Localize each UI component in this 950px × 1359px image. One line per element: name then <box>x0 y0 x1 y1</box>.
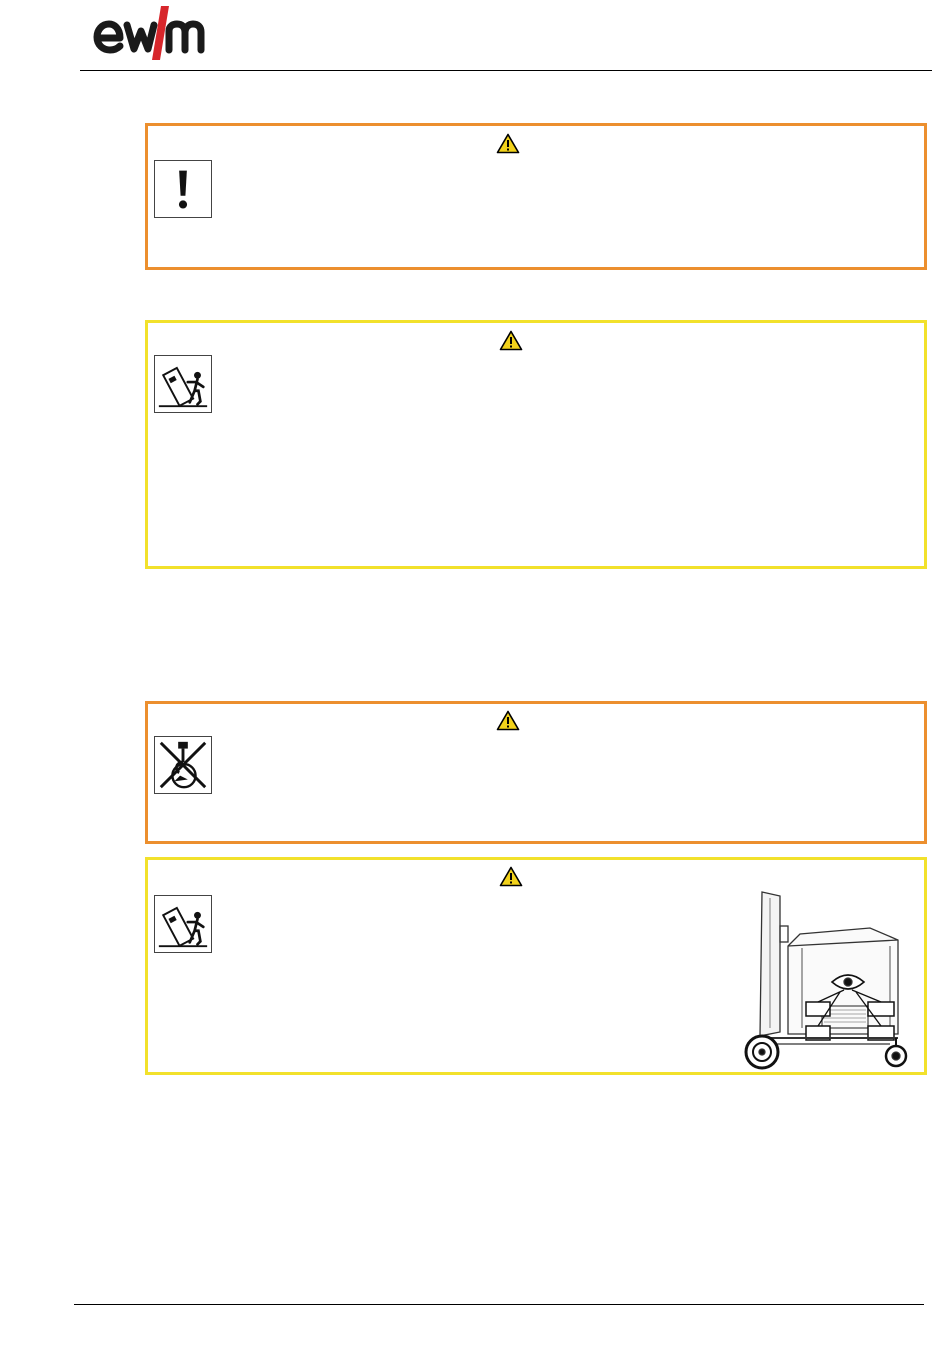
no-crane-lifting-icon <box>154 736 212 794</box>
warning-triangle-icon <box>499 866 523 887</box>
mandatory-action-icon <box>154 160 212 218</box>
header-rule <box>80 70 932 71</box>
ewm-logo <box>90 4 222 62</box>
tipping-hazard-icon <box>154 895 212 953</box>
tipping-hazard-icon <box>154 355 212 413</box>
footer-rule <box>74 1304 924 1305</box>
warning-triangle-icon <box>496 710 520 731</box>
warning-notice <box>145 701 927 844</box>
caution-notice <box>145 320 927 569</box>
caution-notice <box>145 857 927 1075</box>
warning-notice <box>145 123 927 270</box>
warning-triangle-icon <box>499 330 523 351</box>
welding-machine-trolley-illustration <box>740 888 910 1072</box>
warning-triangle-icon <box>496 133 520 154</box>
